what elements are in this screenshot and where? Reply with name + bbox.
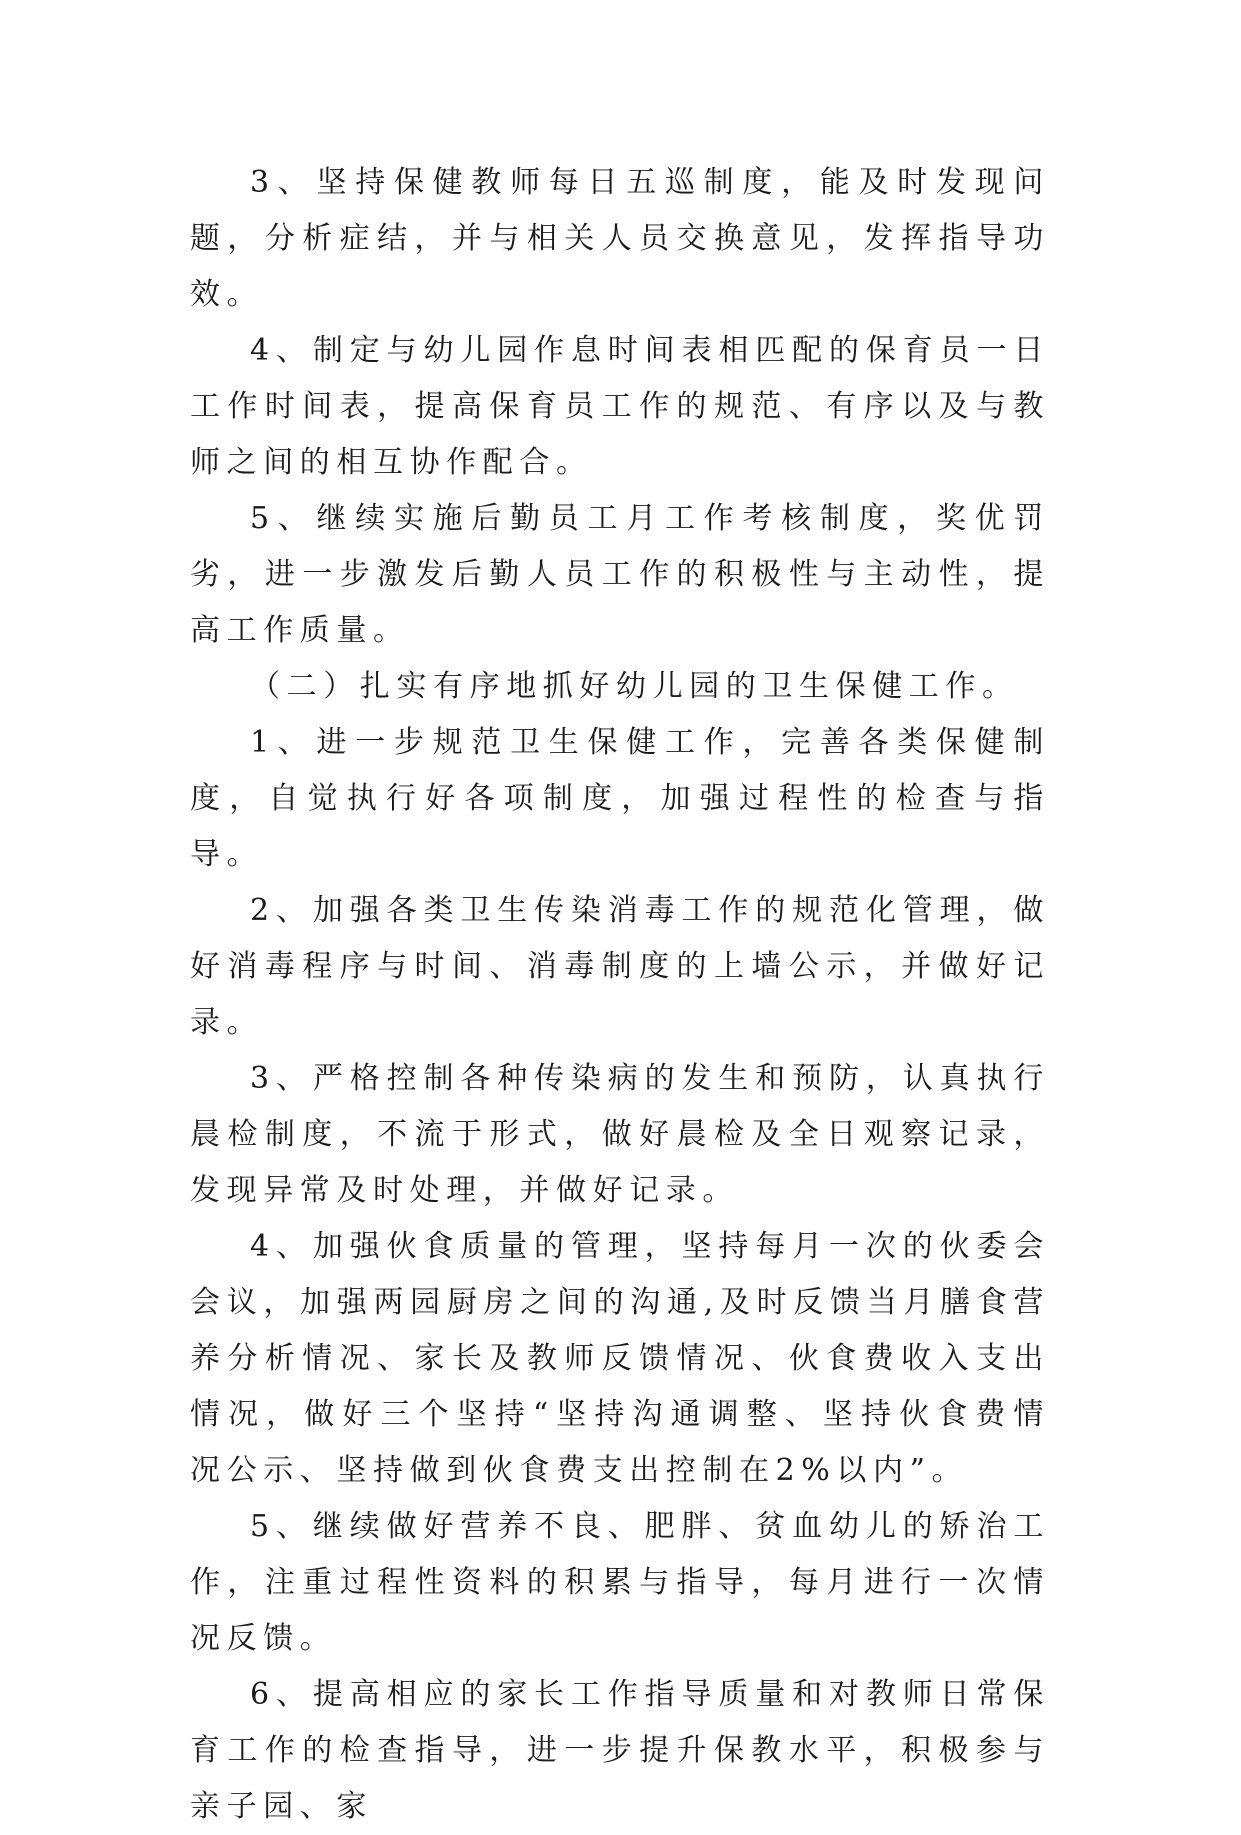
paragraph-logistics-assessment: 5、继续实施后勤员工月工作考核制度，奖优罚劣，进一步激发后勤人员工作的积极性与主动性，提高工作质量。 (190, 501, 1050, 648)
document-body (190, 155, 1050, 1835)
paragraph-parent-guidance: 6、提高相应的家长工作指导质量和对教师日常保育工作的检查指导，进一步提升保教水平，积极参与亲子园、家 (190, 1677, 1050, 1824)
paragraph-health-teacher-patrol: 3、坚持保健教师每日五巡制度，能及时发现问题，分析症结，并与相关人员交换意见，发挥指导功效。 (190, 165, 1050, 312)
paragraph-meal-quality: 4、加强伙食质量的管理，坚持每月一次的伙委会会议，加强两园厨房之间的沟通,及时反馈当月膳食营养分析情况、家长及教师反馈情况、伙食费收入支出情况，做好三个坚持“坚持沟通调整、坚持伙食费情况公示、坚持做到伙食费支出控制在2%以内”。 (190, 1229, 1050, 1488)
paragraph-disease-control: 3、严格控制各种传染病的发生和预防，认真执行晨检制度，不流于形式，做好晨检及全日观察记录，发现异常及时处理，并做好记录。 (190, 1061, 1050, 1208)
paragraph-hygiene-standards: 1、进一步规范卫生保健工作，完善各类保健制度，自觉执行好各项制度，加强过程性的检查与指导。 (190, 725, 1050, 872)
section-heading-hygiene: （二）扎实有序地抓好幼儿园的卫生保健工作。 (250, 669, 1019, 704)
paragraph-nutrition-correction: 5、继续做好营养不良、肥胖、贫血幼儿的矫治工作，注重过程性资料的积累与指导，每月进行一次情况反馈。 (190, 1509, 1050, 1656)
paragraph-caregiver-schedule: 4、制定与幼儿园作息时间表相匹配的保育员一日工作时间表，提高保育员工作的规范、有序以及与教师之间的相互协作配合。 (190, 333, 1050, 480)
paragraph-disinfection: 2、加强各类卫生传染消毒工作的规范化管理，做好消毒程序与时间、消毒制度的上墙公示，并做好记录。 (190, 893, 1050, 1040)
